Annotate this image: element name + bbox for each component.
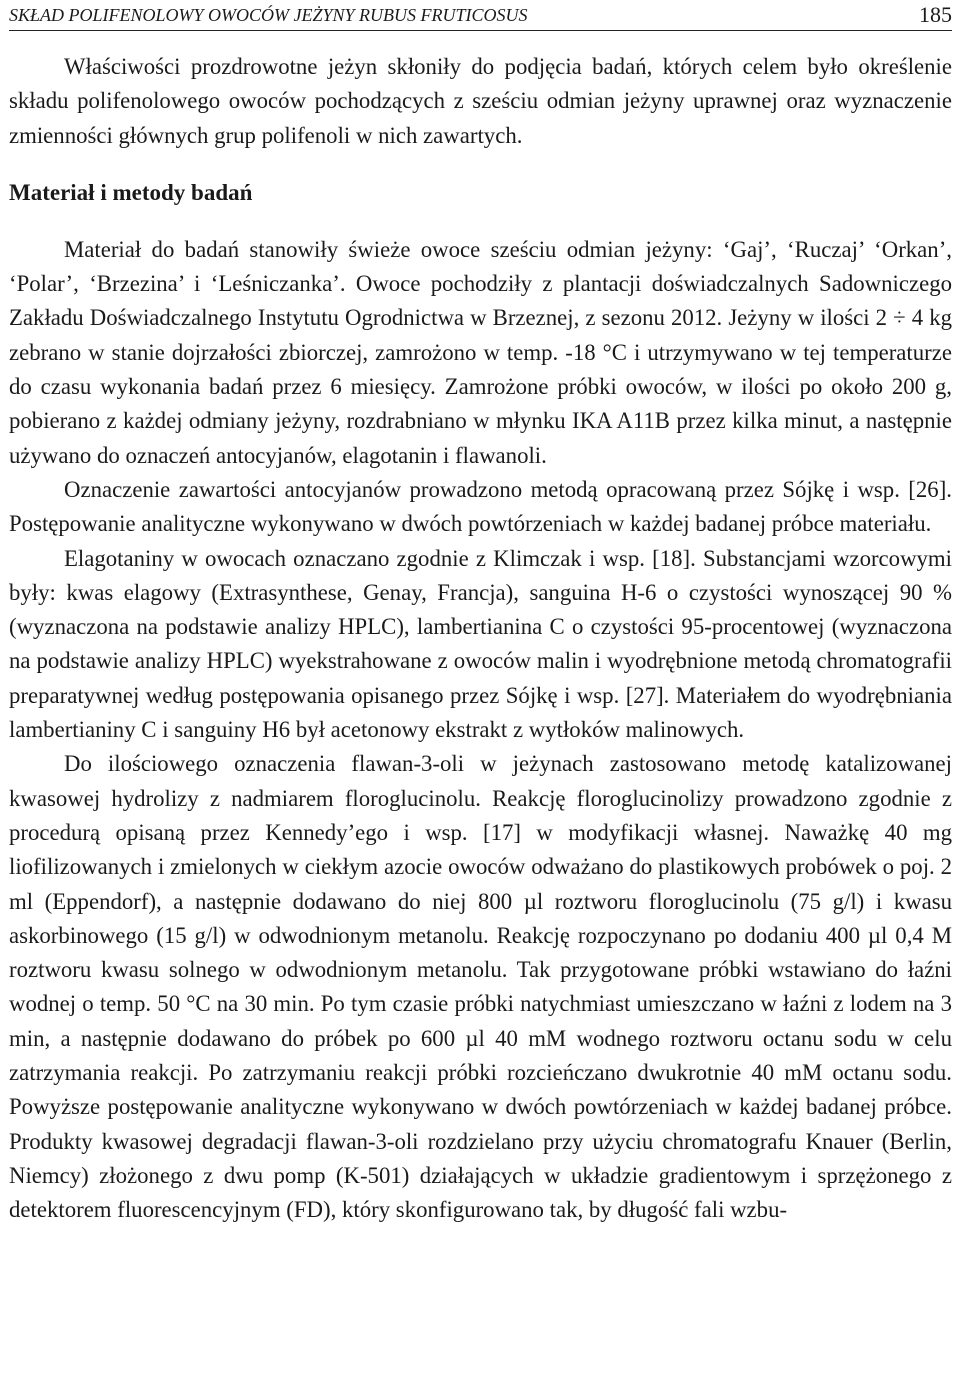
section-heading: Materiał i metody badań	[9, 179, 253, 205]
body-paragraph: Oznaczenie zawartości antocyjanów prowadzono metodą opracowaną przez Sójkę i wsp. [26]. Postępowanie analityczne wykonywano w dwóch powtórzeniach w każdej badanej próbce materiału.	[9, 476, 952, 537]
running-title: SKŁAD POLIFENOLOWY OWOCÓW JEŻYNY RUBUS FRUTICOSUS	[9, 5, 528, 25]
running-header	[9, 0, 952, 31]
page-number: 185	[919, 2, 952, 27]
body-paragraph: Do ilościowego oznaczenia flawan-3-oli w jeżynach zastosowano metodę katalizowanej kwasowej hydrolizy z nadmiarem floroglucinolu. Reakcję floroglucinolizy prowadzono zgodnie z procedurą opisaną przez Kennedy’ego i wsp. [17] w modyfikacji własnej. Naważkę 40 mg liofilizowanych i zmielonych w ciekłym azocie owoców odważano do plastikowych probówek o poj. 2 ml (Eppendorf), a następnie dodawano do niej 800 µl roztworu floroglucinolu (75 g/l) i kwasu askorbinowego (15 g/l) w odwodnionym metanolu. Reakcję rozpoczynano po dodaniu 400 µl 0,4 M roztworu kwasu solnego w odwodnionym metanolu. Tak przygotowane próbki wstawiano do łaźni wodnej o temp. 50 °C na 30 min. Po tym czasie próbki natychmiast umieszczano w łaźni z lodem na 3 min, a następnie dodawano do próbek po 600 µl 40 mM wodnego roztworu octanu sodu w celu zatrzymania reakcji. Po zatrzymaniu reakcji próbki rozcieńczano dwukrotnie 40 mM octanu sodu. Powyższe postępowanie analityczne wykonywano w dwóch powtórzeniach w każdej badanej próbce. Produkty kwasowej degradacji flawan-3-oli rozdzielano przy użyciu chromatografu Knauer (Berlin, Niemcy) złożonego z dwu pomp (K-501) działających w układzie gradientowym i sprzężonego z detektorem fluorescencyjnym (FD), który skonfigurowano tak, by długość fali wzbu-	[9, 751, 952, 1223]
body-paragraph: Materiał do badań stanowiły świeże owoce sześciu odmian jeżyny: ‘Gaj’, ‘Ruczaj’ ‘Orkan’, ‘Polar’, ‘Brzezina’ i ‘Leśniczanka’. Owoce pochodziły z plantacji doświadczalnych Sadowniczego Zakładu Doświadczalnego Instytutu Ogrodnictwa w Brzeznej, z sezonu 2012. Jeżyny w ilości 2 ÷ 4 kg zebrano w stanie dojrzałości zbiorczej, zamrożono w temp. -18 °C i utrzymywano w tej temperaturze do czasu wykonania badań przez 6 miesięcy. Zamrożone próbki owoców, w ilości po około 200 g, pobierano z każdej odmiany jeżyny, rozdrabniano w młynku IKA A11B przez kilka minut, a następnie używano do oznaczeń antocyjanów, elagotanin i flawanoli.	[9, 236, 952, 468]
intro-paragraph: Właściwości prozdrowotne jeżyn skłoniły do podjęcia badań, których celem było określenie składu polifenolowego owoców pochodzących z sześciu odmian jeżyny uprawnej oraz wyznaczenie zmienności głównych grup polifenoli w nich zawartych.	[9, 54, 952, 148]
body-paragraph: Elagotaniny w owocach oznaczano zgodnie z Klimczak i wsp. [18]. Substancjami wzorcowymi były: kwas elagowy (Extrasynthese, Genay, Francja), sanguina H-6 o czystości wynoszącej 90 % (wyznaczona na podstawie analizy HPLC), lambertianina C o czystości 95-procentowej (wyznaczona na podstawie analizy HPLC) wyekstrahowane z owoców malin i wyodrębnione metodą chromatografii preparatywnej według postępowania opisanego przez Sójkę i wsp. [27]. Materiałem do wyodrębniania lambertianiny C i sanguiny H6 był acetonowy ekstrakt z wytłoków malinowych.	[9, 545, 952, 743]
